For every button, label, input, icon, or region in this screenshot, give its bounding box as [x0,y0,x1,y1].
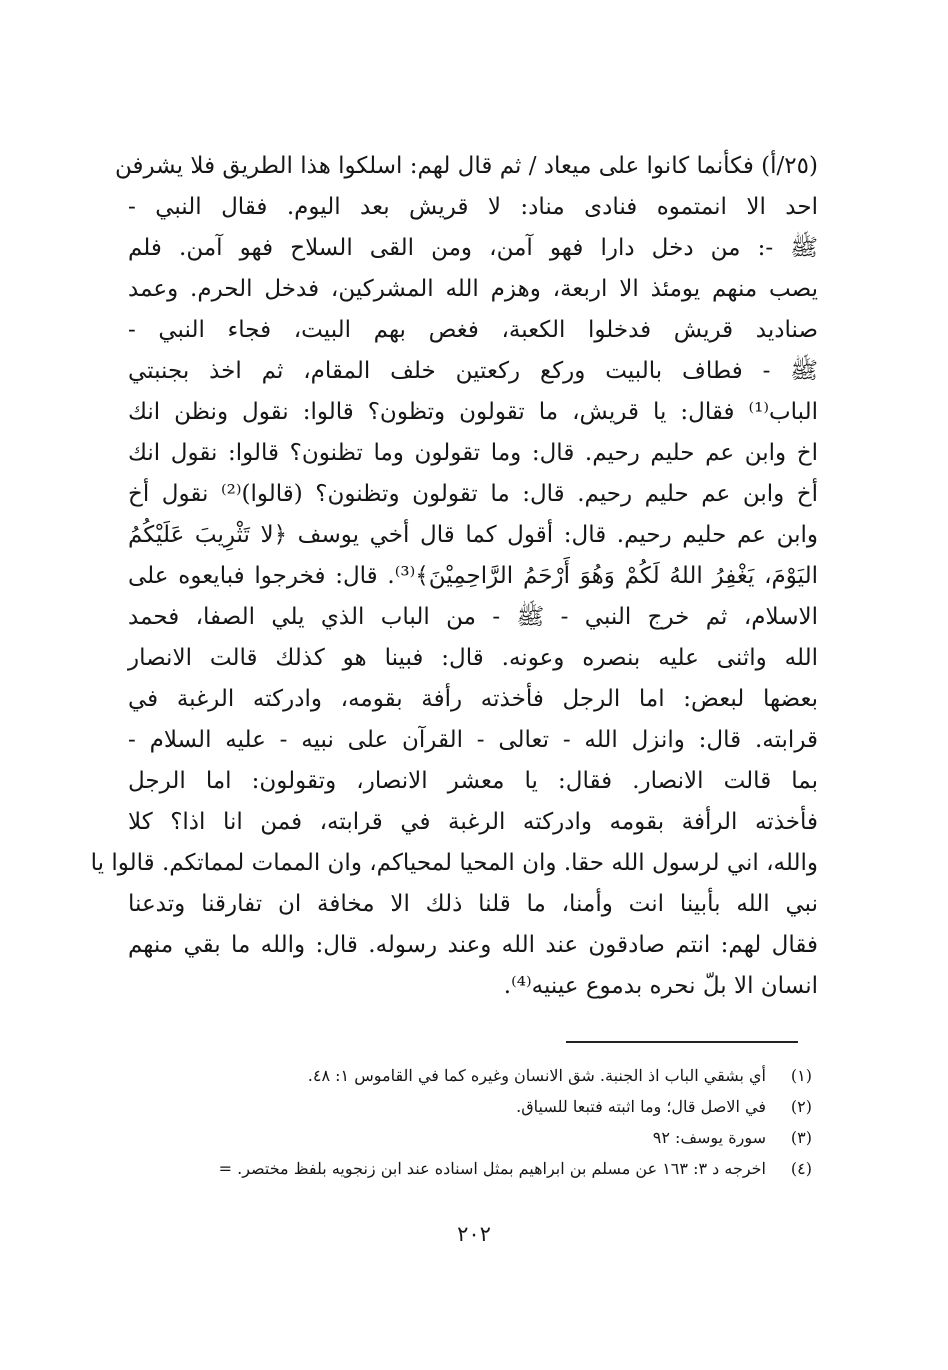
text-line: الاسلام، ثم خرج النبي - ﷺ - من الباب الذي يلي الصفا، فحمد [128,604,818,630]
text-line: بما قالت الانصار. فقال: يا معشر الانصار، وتقولون: اما الرجل [128,768,818,794]
text-line: قرابته. قال: وانزل الله - تعالى - القرآن على نبيه - عليه السلام - [128,727,818,753]
text-line: بعضها لبعض: اما الرجل فأخذته رأفة بقومه، وادركته الرغبة في [128,686,818,712]
text-line: اخ وابن عم حليم رحيم. قال: وما تقولون وما تظنون؟ قالوا: نقول انك [128,440,818,466]
footnotes [110,1060,812,1184]
text-line: (٢٥/أ) فكأنما كانوا على ميعاد / ثم قال لهم: اسلكوا هذا الطريق فلا يشرفن [114,153,818,179]
footnote-number: (١) [790,1066,812,1085]
footnote-text: سورة يوسف: ٩٢ [652,1128,766,1147]
footnote [110,1122,812,1153]
text-line: أخ وابن عم حليم رحيم. قال: ما تقولون وتظنون؟ (قالوا)⁽²⁾ نقول أخ [128,481,819,507]
footnote [110,1060,812,1091]
footnote [110,1091,812,1122]
page-number: ٢٠٢ [457,1222,491,1246]
footnote-divider [566,1041,798,1043]
text-line: الله واثنى عليه بنصره وعونه. قال: فبينا هو كذلك قالت الانصار [128,645,818,671]
text-line: نبي الله بأبينا انت وأمنا، ما قلنا ذلك الا مخافة ان تفارقنا وتدعنا [128,891,818,917]
text-line: اليَوْمَ، يَغْفِرُ اللهُ لَكُمْ وَهُوَ أَرْحَمُ الرَّاحِمِيْنَ﴾⁽³⁾. قال: فخرجوا فبايعوه على [128,563,818,589]
main-text-block [90,146,819,1007]
text-line: يصب منهم يومئذ الا اربعة، وهزم الله المشركين، فدخل الحرم. وعمد [128,276,818,302]
footnote [110,1153,812,1184]
footnote-text: اخرجه د ٣: ١٦٣ عن مسلم بن ابراهيم بمثل اسناده عند ابن زنجويه بلفظ مختصر. = [218,1159,766,1178]
footnote-number: (٤) [790,1159,812,1178]
text-line: انسان الا بلّ نحره بدموع عينيه⁽⁴⁾. [503,973,818,999]
text-line: فقال لهم: انتم صادقون عند الله وعند رسوله. قال: والله ما بقي منهم [128,932,818,958]
footnote-text: أي بشقي الباب اذ الجنبة. شق الانسان وغيره كما في القاموس ١: ٤٨. [307,1066,766,1085]
footnote-text: في الاصل قال؛ وما اثبته فتبعا للسياق. [516,1097,766,1116]
text-line: الباب⁽¹⁾ فقال: يا قريش، ما تقولون وتظون؟ قالوا: نقول ونظن انك [128,399,818,425]
text-line: ﷺ -: من دخل دارا فهو آمن، ومن القى السلاح فهو آمن. فلم [128,235,818,261]
text-line: والله، اني لرسول الله حقا. وان المحيا لمحياكم، وان الممات لمماتكم. قالوا يا [90,850,818,876]
text-line: صناديد قريش فدخلوا الكعبة، فغص بهم البيت، فجاء النبي - [128,317,818,343]
footnote-number: (٢) [790,1097,812,1116]
text-line: احد الا انمتموه فنادى مناد: لا قريش بعد اليوم. فقال النبي - [128,194,818,220]
footnote-number: (٣) [790,1128,812,1147]
text-line: فأخذته الرأفة بقومه وادركته الرغبة في قرابته، فمن انا اذا؟ كلا [128,809,818,835]
text-line: وابن عم حليم رحيم. قال: أقول كما قال أخي يوسف ﴿لا تَثْرِيبَ عَلَيْكُمُ [128,522,818,548]
text-line: ﷺ - فطاف بالبيت وركع ركعتين خلف المقام، ثم اخذ بجنبتي [128,358,818,384]
